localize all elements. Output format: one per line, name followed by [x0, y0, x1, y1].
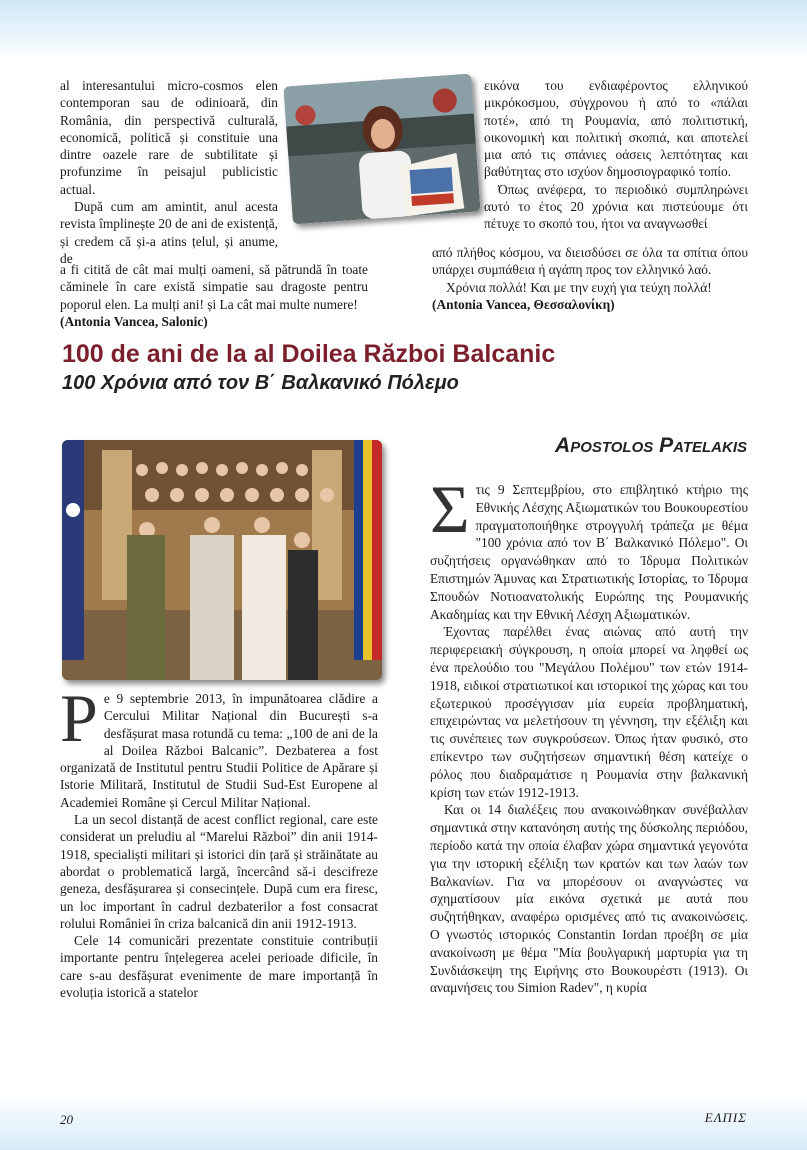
- article-title-greek: 100 Χρόνια από τον Β΄ Βαλκανικό Πόλεμο: [62, 372, 459, 394]
- ro-body-paragraph-3: Cele 14 comunicări prezentate constituie contribuții importante pentru înțelegerea acelei perioade dificile, în care s-au desfășurat evenimente de mare importanță în evoluția istorică a statelor: [60, 933, 378, 1001]
- gr-body-paragraph-3: Και οι 14 διαλέξεις που ανακοινώθηκαν συνέβαλλαν σημαντικά στην κατανόηση αυτής της δύσκολης περιόδου, περίοδο κατά την οποία έλαβαν χώρα σημαντικά γεγονότα για την ιστορική εξέλιξη των κρατών και των λαών των Βαλκανίων. Για να μπορέσουν οι αναγνώστες να σχηματίσουν μία εικόνα σχετικά με αυτά που συζητήθηκαν, αναφέρω ορισμένες από τις ανακοινώσεις. Ο γνωστός ιστορικός Constantin Iordan προέβη σε μία ανακοίνωση με θέμα "Μία βουλγαρική μαρτυρία για τη Συνδιάσκεψη της Ειρήνης στο Βουκουρέστι (1913). Οι αναμνήσεις του Simion Radev", η κυρία: [430, 802, 748, 996]
- ro-body-paragraph-1: [60, 680, 378, 811]
- gr-top-column-lower: [432, 244, 748, 313]
- page-number: 20: [60, 1112, 73, 1127]
- ro-body-paragraph-1-text: e 9 septembrie 2013, în impunătoarea clădire a Cercului Militar Național din București s-a desfășurat masa rotundă cu tema: „100 de ani de la al Doilea Război Balcanic”. Dezbaterea a fost organizată de Institutul pentru Studii Politice de Apărare și Istorie Militară, Institutul de Studii Sud-Est Europene al Academiei Române și Cercul Militar Național.: [60, 691, 378, 810]
- round-table-group-photo: [62, 440, 382, 680]
- gr-body-paragraph-1-text: τις 9 Σεπτεμβρίου, στο επιβλητικό κτήριο της Εθνικής Λέσχης Αξιωματικών του Βουκουρεστίου πραγματοποιήθηκε στρογγυλή τράπεζα με θέμα "100 χρόνια από τον Β΄ Βαλκανικό Πόλεμο". Οι συζητήσεις οργανώθηκαν από το Ίδρυμα Πολιτικών Επιστημών Άμυνας και Στρατιωτικής Ιστορίας, το Ίδρυμα Σπουδών Νοτιοανατολικής Ευρώπης της Ρουμανικής Ακαδημίας και την Εθνική Λέσχη Αξιωματικών.: [430, 482, 748, 622]
- gr-body-paragraph-1: [430, 471, 748, 623]
- gr-top-signature: (Antonia Vancea, Θεσσαλονίκη): [432, 296, 615, 312]
- gr-body-column: [430, 471, 748, 997]
- ro-top-column-lower: [60, 261, 368, 330]
- ro-drop-cap: P: [60, 680, 98, 756]
- ro-body-paragraph-2: La un secol distanță de acest conflict regional, care este considerat un preludiu al “Marelui Război” din anii 1914-1918, specialiști militari și istorici din țară și străinătate au abordat o problematică largă, încercând să-i descifreze geneza, desfășurarea și consecințele. După cum era firesc, un loc important în cadrul dezbaterilor a fost consacrat rolului României în criza balcanică din anii 1912-1913.: [60, 812, 378, 931]
- ro-top-signature: (Antonia Vancea, Salonic): [60, 313, 208, 329]
- article-title-romanian: 100 de ani de la al Doilea Război Balcanic: [62, 340, 556, 368]
- header-band: [0, 0, 807, 58]
- ro-top-paragraph-2a: După cum am amintit, anul acesta revista împlinește 20 de ani de existență, și credem că și-a atins țelul, și anume, de: [60, 199, 278, 266]
- gr-top-column-upper: [484, 77, 748, 233]
- footer-band: [0, 1094, 807, 1150]
- gr-top-paragraph-1: εικόνα του ενδιαφέροντος ελληνικού μικρόκοσμου, σύγχρονου ή από το «πάλαι ποτέ», από τη Ρουμανία, από πολιτιστική, οικονομική και πολιτική σκοπιά, και αποτελεί μια από τις σπάνιες οάσεις λεπτότητας και βαθύτητας στο ισχύον δημοσιογραφικό τοπίο.: [484, 78, 748, 180]
- magazine-reader-photo: [283, 74, 480, 225]
- ro-top-column-upper: [60, 77, 278, 267]
- journal-name: ΕΛΠΙΣ: [704, 1110, 747, 1125]
- group-photo-illustration: [62, 440, 382, 680]
- gr-drop-cap: Σ: [430, 471, 470, 547]
- ro-body-column: [60, 680, 378, 1001]
- gr-top-paragraph-3: Χρόνια πολλά! Και με την ευχή για τεύχη πολλά!: [446, 279, 712, 295]
- ro-top-paragraph-2b: a fi citită de cât mai mulți oameni, să pătrundă în toate căminele în care există simpatie sau dragoste pentru poporul elen. La mulți ani! și La cât mai multe numere!: [60, 262, 368, 312]
- magazine-reader-illustration: [283, 74, 480, 225]
- gr-top-paragraph-2a: Όπως ανέφερα, το περιοδικό συμπληρώνει αυτό το έτος 20 χρόνια και πιστεύουμε ότι πέτυχε το σκοπό του, ήτοι να αναγνωσθεί: [484, 181, 748, 232]
- gr-top-paragraph-2b: από πλήθος κόσμου, να διεισδύσει σε όλα τα σπίτια όπου υπάρχει συμπάθεια ή αγάπη προς τον ελληνικό λαό.: [432, 245, 748, 278]
- article-author: Apostolos Patelakis: [555, 434, 747, 457]
- ro-top-paragraph-1: al interesantului micro-cosmos elen contemporan sau de odinioară, din România, din perspectivă culturală, economică, politică și constituie una dintre oazele rare de subtilitate și profunzime în peisajul publicistic actual.: [60, 78, 278, 197]
- gr-body-paragraph-2: Έχοντας παρέλθει ένας αιώνας από αυτή την περιφερειακή σύγκρουση, η οποία μπορεί να ληφθεί ως ένα πρελούδιο του "Μεγάλου Πολέμου" των ετών 1914-1918, ειδικοί στρατιωτικοί και ιστορικοί της χώρας και του εξωτερικού προσέγγισαν μία ευρεία προβληματική, επιχειρώντας να μελετήσουν τη γέννηση, την εξέλιξη και τις συνέπειες των συγκρούσεων. Όπως ήταν φυσικό, στο επίκεντρο των συζητήσεων σημαντική θέση κατείχε ο ρόλος που διαδραμάτισε η Ρουμανία στην βαλκανική κρίση των ετών 1912-1913.: [430, 624, 748, 800]
